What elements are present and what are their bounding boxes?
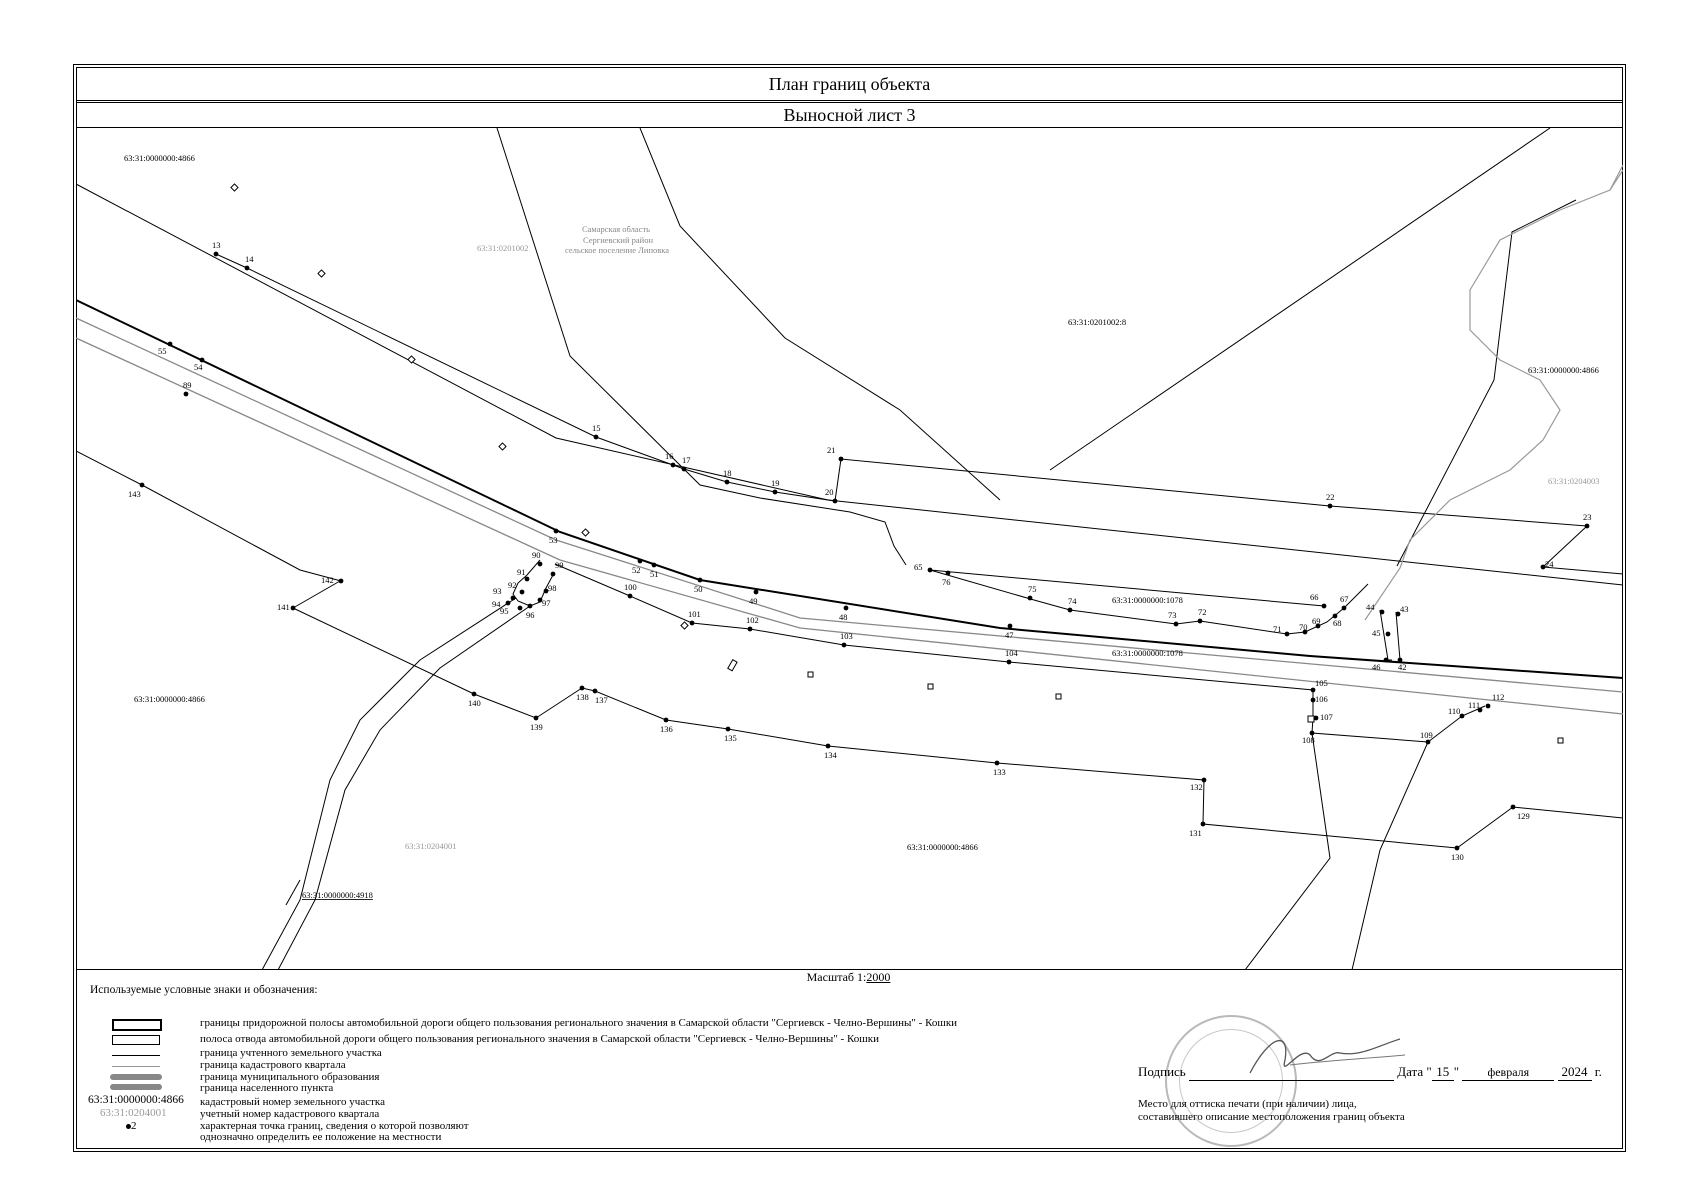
boundary-point-label-135: 135 [724,733,737,743]
boundary-point-label-129: 129 [1517,811,1530,821]
boundary-point-label-104: 104 [1005,648,1018,658]
boundary-point-label-96: 96 [526,610,535,620]
boundary-point-66 [1322,604,1327,609]
legend-sample-point [126,1120,137,1132]
boundary-point-label-42: 42 [1398,662,1407,672]
map-labels [124,153,1599,900]
label-parcel-4866-left: 63:31:0000000:4866 [134,694,205,704]
boundary-point-100 [628,594,633,599]
boundary-point-51 [652,563,657,568]
boundary-point-label-137: 137 [595,695,608,705]
boundary-point-label-24: 24 [1545,559,1554,569]
legend-symbol-roadside-strip [112,1019,162,1031]
road-reserve-lines [76,318,1623,714]
boundary-point-89 [184,392,189,397]
label-parcel-1078-b: 63:31:0000000:1078 [1112,648,1183,658]
boundary-point-107 [1314,716,1319,721]
label-parcel-4866-right: 63:31:0000000:4866 [1528,365,1599,375]
date-label: Дата [1397,1064,1424,1079]
boundary-point-55 [168,342,173,347]
boundary-point-label-90: 90 [532,550,541,560]
boundary-point-label-139: 139 [530,722,543,732]
legend-item-quarter-boundary: граница кадастрового квартала [200,1059,346,1071]
boundary-point-label-142: 142 [321,575,334,585]
date-month: февраля [1462,1065,1554,1081]
boundary-point-49 [754,590,759,595]
boundary-point-136 [664,718,669,723]
label-parcel-4918: 63:31:0000000:4918 [302,890,373,900]
boundary-point-label-15: 15 [592,423,601,433]
legend-title: Используемые условные знаки и обозначения: [90,984,318,996]
boundary-point-label-92: 92 [508,580,517,590]
boundary-point-72 [1198,619,1203,624]
boundary-point-label-72: 72 [1198,607,1207,617]
boundary-point-93 [511,596,516,601]
boundary-point-label-141: 141 [277,602,290,612]
boundary-point-label-71: 71 [1273,624,1282,634]
legend-sample-point-number: 2 [131,1120,137,1132]
boundary-point-130 [1455,846,1460,851]
legend-symbol-quarter-boundary [112,1066,160,1067]
boundary-point-label-21: 21 [827,445,836,455]
label-parcel-4866-topleft: 63:31:0000000:4866 [124,153,195,163]
boundary-point-53 [554,529,559,534]
boundary-point-label-105: 105 [1315,678,1328,688]
boundary-point-102 [748,627,753,632]
roadside-strip-lines [76,184,1623,678]
boundary-point-13 [214,252,219,257]
boundary-point-label-138: 138 [576,692,589,702]
legend-item-municipality-boundary: граница муниципального образования [200,1071,380,1083]
boundary-point-15 [594,435,599,440]
boundary-point-label-45: 45 [1372,628,1381,638]
boundary-point-label-132: 132 [1190,782,1203,792]
boundary-point-label-20: 20 [825,487,834,497]
characteristic-points [128,240,1592,862]
boundary-point-label-23: 23 [1583,512,1592,522]
legend-symbol-road-reserve [112,1035,160,1045]
boundary-point-label-48: 48 [839,612,848,622]
boundary-point-22 [1328,504,1333,509]
page-title: План границ объекта [76,67,1623,101]
boundary-point-45 [1386,632,1391,637]
boundary-point-48 [844,606,849,611]
legend-item-settlement-boundary: граница населенного пункта [200,1082,334,1094]
boundary-point-label-111: 111 [1468,700,1481,710]
boundary-point-label-22: 22 [1326,492,1335,502]
boundary-point-label-16: 16 [665,451,674,461]
boundary-point-47 [1008,624,1013,629]
boundary-point-142 [339,579,344,584]
label-quarter-right: 63:31:0204003 [1548,476,1600,486]
boundary-point-label-73: 73 [1168,610,1177,620]
boundary-point-label-47: 47 [1005,630,1014,640]
boundary-point-label-107: 107 [1320,712,1333,722]
boundary-point-137 [593,689,598,694]
boundary-point-label-55: 55 [158,346,167,356]
boundary-point-label-106: 106 [1315,694,1328,704]
boundary-point-label-131: 131 [1189,828,1202,838]
boundary-point-95 [518,606,523,611]
boundary-point-99 [551,572,556,577]
boundary-point-73 [1174,622,1179,627]
boundary-point-label-43: 43 [1400,604,1409,614]
boundary-point-label-112: 112 [1492,692,1505,702]
legend-item-roadside-strip: границы придорожной полосы автомобильной дороги общего пользования регионального значения в Самарской области "Сергиевск - Челно-Вершины" - Кошки [200,1017,958,1029]
boundary-map [76,128,1623,970]
boundary-point-92 [520,590,525,595]
boundary-point-label-53: 53 [549,535,558,545]
boundary-point-71 [1285,632,1290,637]
stamp-place-line1: Место для оттиска печати (при наличии) лица, [1138,1098,1357,1110]
boundary-point-135 [726,727,731,732]
boundary-point-14 [245,266,250,271]
boundary-point-label-51: 51 [650,569,659,579]
boundary-point-19 [773,490,778,495]
boundary-point-104 [1007,660,1012,665]
boundary-point-141 [291,606,296,611]
legend-item-point-line1: характерная точка границ, сведения о которой позволяют [200,1120,469,1132]
boundary-point-label-134: 134 [824,750,837,760]
boundary-point-label-17: 17 [682,455,691,465]
boundary-point-91 [525,577,530,582]
boundary-point-label-133: 133 [993,767,1006,777]
boundary-point-label-108: 108 [1302,735,1315,745]
boundary-point-21 [839,457,844,462]
boundary-point-50 [698,578,703,583]
boundary-point-label-93: 93 [493,586,502,596]
boundary-point-143 [140,483,145,488]
boundary-point-133 [995,761,1000,766]
boundary-point-46 [1384,658,1389,663]
date-day: 15 [1432,1064,1454,1081]
legend-item-point-line2: однозначно определить ее положение на местности [200,1131,442,1143]
boundary-point-label-14: 14 [245,254,254,264]
label-municipality-2: Сергиевский район [582,235,654,245]
legend-sample-parcel-number: 63:31:0000000:4866 [88,1094,184,1106]
boundary-point-label-89: 89 [183,380,192,390]
boundary-point-23 [1585,524,1590,529]
boundary-point-94 [506,601,511,606]
boundary-point-label-67: 67 [1340,594,1349,604]
boundary-point-label-100: 100 [624,582,637,592]
label-quarter-0201002: 63:31:0201002 [477,243,529,253]
boundary-point-67 [1342,606,1347,611]
boundary-point-101 [690,621,695,626]
boundary-point-20 [833,499,838,504]
boundary-point-label-99: 99 [555,560,564,570]
boundary-point-label-143: 143 [128,489,141,499]
boundary-point-96 [528,604,533,609]
boundary-point-52 [638,559,643,564]
boundary-point-76 [946,571,951,576]
boundary-point-label-75: 75 [1028,584,1037,594]
map-scale [0,970,1697,985]
scale-value: 2000 [866,970,891,984]
boundary-point-label-91: 91 [517,567,526,577]
boundary-point-label-130: 130 [1451,852,1464,862]
quarter-boundary [1365,165,1623,620]
legend-symbol-settlement-boundary [110,1084,162,1090]
boundary-point-65 [928,568,933,573]
date-year-suffix: г. [1594,1064,1602,1079]
legend-item-parcel-boundary: граница учтенного земельного участка [200,1047,382,1059]
label-municipality-1: Самарская область [581,224,651,234]
boundary-point-label-74: 74 [1068,596,1077,606]
road-lines [262,598,530,970]
boundary-point-131 [1201,822,1206,827]
boundary-point-109 [1426,740,1431,745]
label-parcel-1078-a: 63:31:0000000:1078 [1112,595,1183,605]
label-municipality-3: сельское поселение Липовка [564,245,670,255]
date-year: 2024 [1558,1064,1592,1081]
legend-symbol-parcel-boundary [112,1055,160,1056]
scale-label: Масштаб 1: [806,970,867,984]
boundary-point-112 [1486,704,1491,709]
boundary-point-label-109: 109 [1420,730,1433,740]
parcel-boundaries [76,128,1623,970]
boundary-point-90 [538,562,543,567]
boundary-point-label-97: 97 [542,598,551,608]
boundary-point-134 [826,744,831,749]
boundary-point-label-18: 18 [723,468,732,478]
legend-item-quarter-number: учетный номер кадастрового квартала [200,1108,380,1120]
signature-line: Подпись Дата " 15 " февраля 2024 г. [1138,1064,1602,1079]
boundary-point-label-66: 66 [1310,592,1319,602]
boundary-point-label-102: 102 [746,615,759,625]
label-quarter-0204001: 63:31:0204001 [405,841,457,851]
boundary-point-label-54: 54 [194,362,203,372]
legend-item-parcel-number: кадастровый номер земельного участка [200,1096,385,1108]
boundary-point-139 [534,716,539,721]
label-parcel-0201002-8: 63:31:0201002:8 [1068,317,1127,327]
boundary-point-17 [682,467,687,472]
boundary-point-label-140: 140 [468,698,481,708]
boundary-point-label-76: 76 [942,577,951,587]
legend-item-road-reserve: полоса отвода автомобильной дороги общего пользования регионального значения в Самарской области "Сергиевск - Челно-Вершины" - Кошки [200,1033,879,1045]
legend-symbol-municipality-boundary [110,1074,162,1080]
boundary-point-129 [1511,805,1516,810]
boundary-point-label-52: 52 [632,565,641,575]
boundary-point-75 [1028,596,1033,601]
boundary-point-label-101: 101 [688,609,701,619]
boundary-point-label-44: 44 [1366,602,1375,612]
boundary-point-label-70: 70 [1299,622,1308,632]
boundary-point-label-46: 46 [1372,662,1381,672]
boundary-point-140 [472,692,477,697]
boundary-point-label-65: 65 [914,562,923,572]
boundary-point-label-19: 19 [771,478,780,488]
boundary-point-label-50: 50 [694,584,703,594]
boundary-point-105 [1311,688,1316,693]
boundary-point-label-95: 95 [500,606,509,616]
boundary-point-16 [671,463,676,468]
boundary-point-label-49: 49 [749,596,758,606]
legend-sample-quarter-number: 63:31:0204001 [100,1107,167,1119]
boundary-point-label-110: 110 [1448,706,1461,716]
boundary-point-label-94: 94 [492,599,501,609]
boundary-point-label-103: 103 [840,631,853,641]
signature-label: Подпись [1138,1064,1186,1079]
boundary-point-label-98: 98 [548,583,557,593]
boundary-point-74 [1068,608,1073,613]
boundary-point-label-69: 69 [1312,616,1321,626]
boundary-point-label-13: 13 [212,240,221,250]
boundary-point-138 [580,686,585,691]
stamp-place-line2: составившего описание местоположения границ объекта [1138,1111,1405,1123]
boundary-point-18 [725,480,730,485]
boundary-point-label-68: 68 [1333,618,1342,628]
label-parcel-4866-bottom: 63:31:0000000:4866 [907,842,978,852]
sheet-subtitle: Выносной лист 3 [76,102,1623,128]
boundary-point-103 [842,643,847,648]
boundary-point-label-136: 136 [660,724,673,734]
boundary-point-44 [1380,610,1385,615]
